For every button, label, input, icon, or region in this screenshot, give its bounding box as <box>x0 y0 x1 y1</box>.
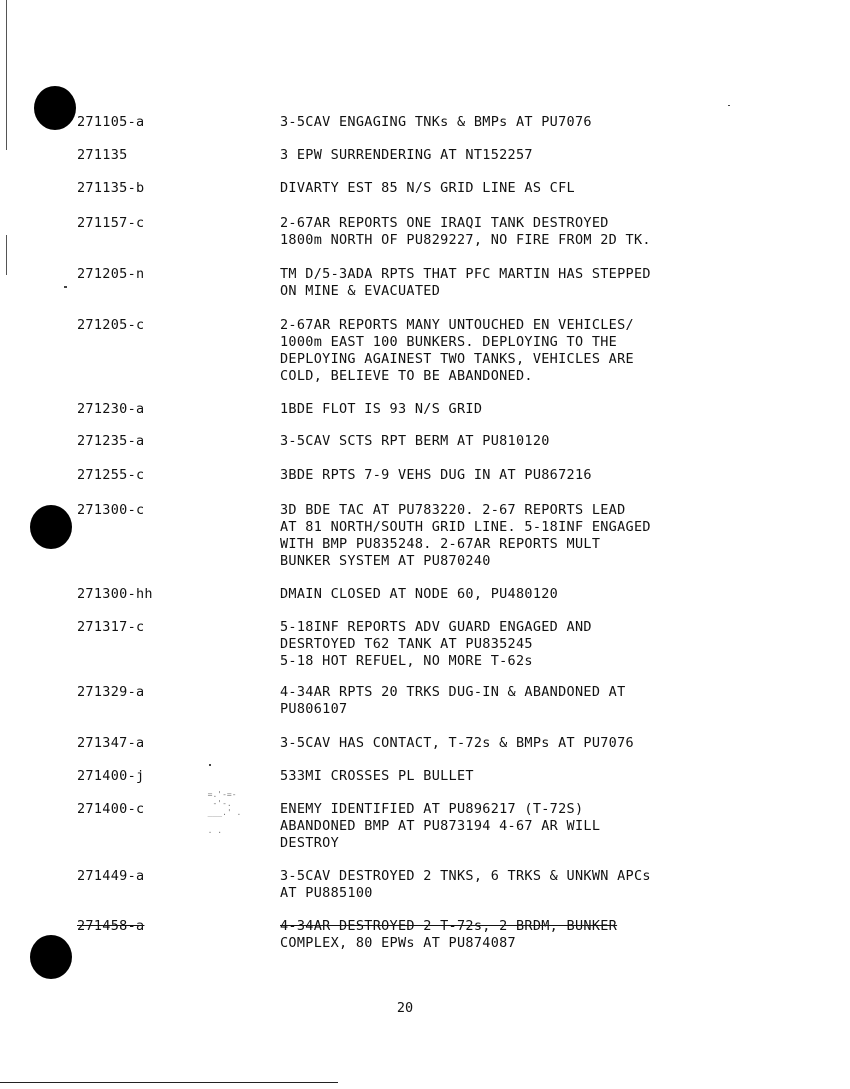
entry-text <box>280 147 750 164</box>
bottom-rule <box>0 1082 338 1083</box>
entry-time: 271135-b <box>77 180 145 196</box>
entry-text-line: DMAIN CLOSED AT NODE 60, PU480120 <box>280 586 559 602</box>
entry-text-line: 2-67AR REPORTS MANY UNTOUCHED EN VEHICLES/ <box>280 317 634 333</box>
scan-edge-line <box>6 235 7 275</box>
entry-text-line: 3 EPW SURRENDERING AT NT152257 <box>280 147 533 163</box>
entry-text-line: 3-5CAV DESTROYED 2 TNKS, 6 TRKS & UNKWN APCs <box>280 868 651 884</box>
entry-text <box>280 401 750 418</box>
punch-hole-bottom <box>30 935 72 979</box>
entry-text <box>280 586 750 603</box>
entry-text <box>280 266 750 300</box>
entry-text <box>280 467 750 484</box>
entry-text <box>280 180 750 197</box>
punch-hole-top <box>34 86 76 130</box>
entry-text <box>280 619 750 670</box>
entry-text-line: 2-67AR REPORTS ONE IRAQI TANK DESTROYED <box>280 215 609 231</box>
entry-text-line: DESTROY <box>280 835 339 851</box>
entry-time: 271449-a <box>77 868 145 884</box>
entry-text <box>280 317 750 385</box>
entry-text-line: TM D/5-3ADA RPTS THAT PFC MARTIN HAS STEPPED <box>280 266 651 282</box>
entry-time: 271135 <box>77 147 128 163</box>
entry-text-line: 3BDE RPTS 7-9 VEHS DUG IN AT PU867216 <box>280 467 592 483</box>
entry-text-line: 1800m NORTH OF PU829227, NO FIRE FROM 2D TK. <box>280 232 651 248</box>
entry-text-line: COLD, BELIEVE TO BE ABANDONED. <box>280 368 533 384</box>
entry-text-line: 4-34AR RPTS 20 TRKS DUG-IN & ABANDONED AT <box>280 684 626 700</box>
entry-text <box>280 684 750 718</box>
entry-text-line: 1000m EAST 100 BUNKERS. DEPLOYING TO THE <box>280 334 618 350</box>
entry-text-line: DIVARTY EST 85 N/S GRID LINE AS CFL <box>280 180 575 196</box>
entry-text-line: ABANDONED BMP AT PU873194 4-67 AR WILL <box>280 818 601 834</box>
entry-time: 271329-a <box>77 684 145 700</box>
scan-smudge: =.'-=- -'-. ___.' . . . <box>207 790 242 835</box>
entry-text-line: 1BDE FLOT IS 93 N/S GRID <box>280 401 483 417</box>
entry-time: 271157-c <box>77 215 145 231</box>
entry-text-line: 533MI CROSSES PL BULLET <box>280 768 474 784</box>
entry-text-line: 5-18INF REPORTS ADV GUARD ENGAGED AND <box>280 619 592 635</box>
entry-time: 271300-hh <box>77 586 153 602</box>
entry-text <box>280 918 750 952</box>
entry-text <box>280 868 750 902</box>
entry-text-line: AT PU885100 <box>280 885 373 901</box>
entry-text <box>280 735 750 752</box>
entry-time: 271235-a <box>77 433 145 449</box>
scan-speck <box>64 286 67 288</box>
entry-text-line: DEPLOYING AGAINEST TWO TANKS, VEHICLES ARE <box>280 351 634 367</box>
scan-speck <box>209 764 211 766</box>
entry-text-line: 5-18 HOT REFUEL, NO MORE T-62s <box>280 653 533 669</box>
entry-time: 271105-a <box>77 114 145 130</box>
entry-text-line: WITH BMP PU835248. 2-67AR REPORTS MULT <box>280 536 601 552</box>
entry-time: 271205-c <box>77 317 145 333</box>
punch-hole-middle <box>30 505 72 549</box>
entry-time: 271300-c <box>77 502 145 518</box>
scan-speck <box>728 105 730 106</box>
entry-text <box>280 801 750 852</box>
entry-text-line: AT 81 NORTH/SOUTH GRID LINE. 5-18INF ENGAGED <box>280 519 651 535</box>
entry-text <box>280 215 750 249</box>
entry-text-line: ENEMY IDENTIFIED AT PU896217 (T-72S) <box>280 801 584 817</box>
entry-text-line: BUNKER SYSTEM AT PU870240 <box>280 553 491 569</box>
entry-text-line: 3-5CAV ENGAGING TNKs & BMPs AT PU7076 <box>280 114 592 130</box>
entry-time: 271400-c <box>77 801 145 817</box>
entry-text-line: 3D BDE TAC AT PU783220. 2-67 REPORTS LEAD <box>280 502 626 518</box>
entry-text <box>280 114 750 131</box>
entry-time: 271317-c <box>77 619 145 635</box>
scan-edge-line <box>6 0 7 150</box>
entry-time: 271205-n <box>77 266 145 282</box>
entry-text-line: 3-5CAV HAS CONTACT, T-72s & BMPs AT PU7076 <box>280 735 634 751</box>
entry-text <box>280 433 750 450</box>
page-number: 20 <box>396 1000 414 1016</box>
entry-time: 271347-a <box>77 735 145 751</box>
entry-text-line: PU806107 <box>280 701 348 717</box>
entry-text-line: DESRTOYED T62 TANK AT PU835245 <box>280 636 533 652</box>
entry-time: 271255-c <box>77 467 145 483</box>
entry-text-line: 3-5CAV SCTS RPT BERM AT PU810120 <box>280 433 550 449</box>
entry-time: 271230-a <box>77 401 145 417</box>
entry-text-line: ON MINE & EVACUATED <box>280 283 441 299</box>
entry-text-line: COMPLEX, 80 EPWs AT PU874087 <box>280 935 516 951</box>
entry-text <box>280 502 750 570</box>
entry-time: 271458-a <box>77 918 145 934</box>
entry-time: 271400-j <box>77 768 145 784</box>
entry-text-line: 4-34AR DESTROYED 2 T-72s, 2 BRDM, BUNKER <box>280 918 618 934</box>
entry-text <box>280 768 750 785</box>
